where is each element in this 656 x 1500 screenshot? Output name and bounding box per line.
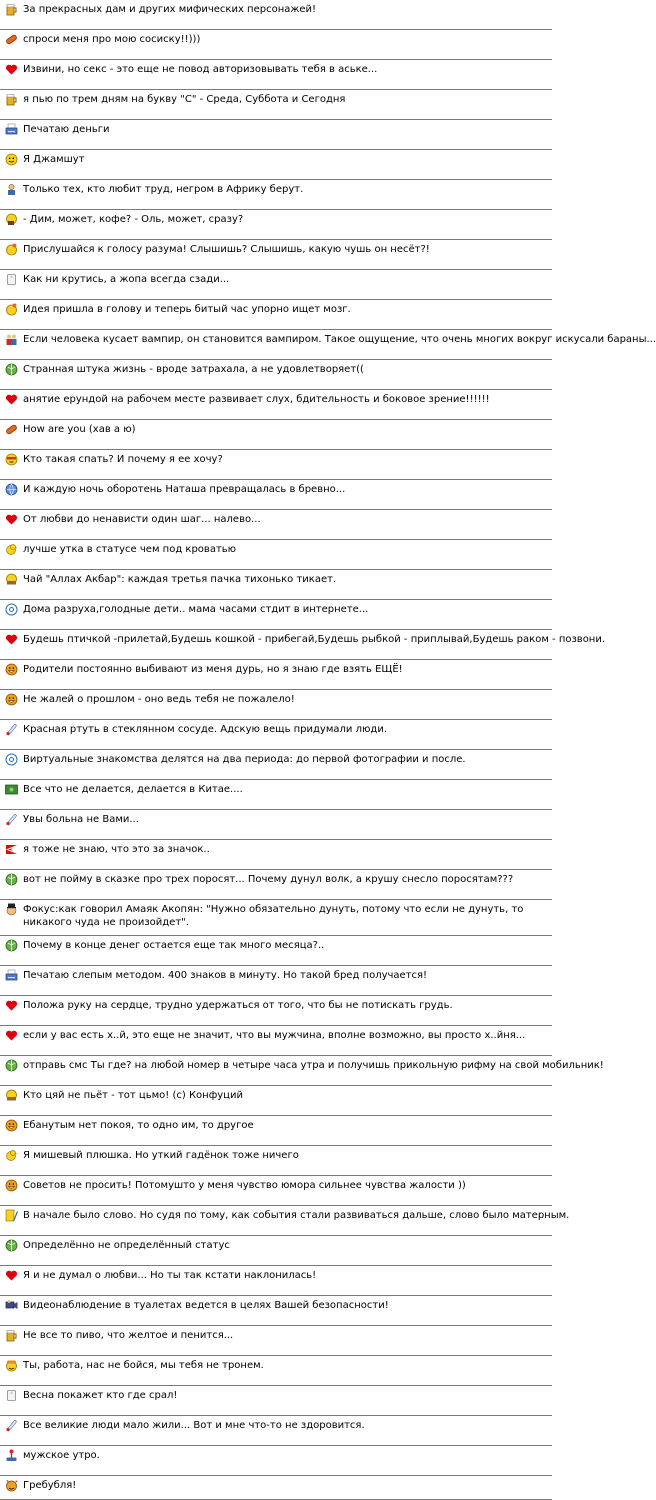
status-text: Не все то пиво, что желтое и пенится...	[23, 1330, 234, 1341]
status-item[interactable]	[0, 900, 552, 936]
beer-icon	[5, 3, 19, 16]
ball-icon	[5, 1239, 19, 1252]
status-item[interactable]	[0, 840, 552, 870]
status-item[interactable]	[0, 1356, 552, 1386]
status-item[interactable]	[0, 780, 552, 810]
status-text: Чай "Аллах Акбар": каждая третья пачка тихонько тикает.	[23, 574, 337, 585]
money-icon	[5, 783, 19, 796]
status-text: И каждую ночь оборотень Наташа превращалась в бревно...	[23, 484, 346, 495]
status-item[interactable]	[0, 450, 552, 480]
status-item[interactable]	[0, 1446, 552, 1476]
status-item[interactable]	[0, 420, 552, 450]
status-text: - Дим, может, кофе? - Оль, может, сразу?	[23, 214, 244, 225]
thermometer-icon	[5, 1419, 19, 1432]
status-item[interactable]	[0, 1176, 552, 1206]
heart-icon	[5, 633, 19, 646]
thinking-icon	[5, 243, 19, 256]
status-item[interactable]	[0, 540, 552, 570]
grin-icon	[5, 1179, 19, 1192]
sausage-icon	[5, 33, 19, 46]
status-text: Красная ртуть в стеклянном сосуде. Адскую вещь придумали люди.	[23, 724, 387, 735]
status-item[interactable]	[0, 240, 552, 270]
status-text: спроси меня про мою сосиску!!)))	[23, 34, 201, 45]
status-item[interactable]	[0, 1296, 552, 1326]
status-text: От любви до ненависти один шаг... налево...	[23, 514, 261, 525]
ball-icon	[5, 873, 19, 886]
worker-smiley-icon	[5, 1359, 19, 1372]
status-text: Увы больна не Вами...	[23, 814, 139, 825]
thermometer-icon	[5, 813, 19, 826]
sausage-icon	[5, 423, 19, 436]
status-text: Видеонаблюдение в туалетах ведется в целях Вашей безопасности!	[23, 1300, 389, 1311]
status-text: Прислушайся к голосу разума! Слышишь? Слышишь, какую чушь он несёт?!	[23, 244, 430, 255]
status-text: Положа руку на сердце, трудно удержаться от того, что бы не потискать грудь.	[23, 1000, 453, 1011]
status-text: В начале было слово. Но судя по тому, как события стали развиваться дальше, слово было матерным.	[23, 1210, 570, 1221]
status-text: лучше утка в статусе чем под кроватью	[23, 544, 237, 555]
status-item[interactable]	[0, 510, 552, 540]
status-item[interactable]	[0, 690, 552, 720]
status-item[interactable]	[0, 1116, 552, 1146]
status-item[interactable]	[0, 720, 552, 750]
status-item[interactable]	[0, 1386, 552, 1416]
heart-icon	[5, 513, 19, 526]
status-text: Странная штука жизнь - вроде затрахала, а не удовлетворяет((	[23, 364, 364, 375]
status-text: отправь смс Ты где? на любой номер в четыре часа утра и получишь прикольную рифму на свой мобильник!	[23, 1060, 604, 1071]
status-item[interactable]	[0, 1206, 570, 1236]
beer-icon	[5, 93, 19, 106]
status-item[interactable]	[0, 300, 552, 330]
status-item[interactable]	[0, 330, 656, 360]
status-item[interactable]	[0, 180, 552, 210]
magician-icon	[5, 903, 19, 916]
status-text: Все великие люди мало жили... Вот и мне что-то не здоровится.	[23, 1420, 365, 1431]
status-item[interactable]	[0, 120, 552, 150]
pencil-icon	[5, 1209, 19, 1222]
status-text: Как ни крутись, а жопа всегда сзади...	[23, 274, 230, 285]
status-item[interactable]	[0, 936, 552, 966]
status-text: Я мишевый плюшка. Но уткий гадёнок тоже ничего	[23, 1150, 299, 1161]
status-text: Виртуальные знакомства делятся на два периода: до первой фотографии и после.	[23, 754, 466, 765]
sleepy-icon	[5, 453, 19, 466]
star-smiley-icon	[5, 1479, 19, 1492]
status-item[interactable]	[0, 660, 552, 690]
status-text: Кто цяй не пьёт - тот цьмо! (с) Конфуций	[23, 1090, 243, 1101]
status-text: Ты, работа, нас не бойся, мы тебя не тронем.	[23, 1360, 264, 1371]
globe-icon	[5, 483, 19, 496]
heart-icon	[5, 1029, 19, 1042]
thermometer-icon	[5, 723, 19, 736]
status-item[interactable]	[0, 1416, 552, 1446]
status-text: Родители постоянно выбивают из меня дурь, но я знаю где взять ЕЩЁ!	[23, 664, 403, 675]
joystick-icon	[5, 1449, 19, 1462]
tea-icon	[5, 1089, 19, 1102]
status-text: Дома разруха,голодные дети.. мама часами стдит в интернете...	[23, 604, 369, 615]
at-icon	[5, 753, 19, 766]
status-item[interactable]	[0, 360, 552, 390]
status-text: я тоже не знаю, что это за значок..	[23, 844, 210, 855]
ball-icon	[5, 1059, 19, 1072]
status-text: Только тех, кто любит труд, негром в Африку берут.	[23, 184, 304, 195]
status-text: Будешь птичкой -прилетай,Будешь кошкой - прибегай,Будешь рыбкой - приплывай,Будешь раком - позвони.	[23, 634, 606, 645]
worker-icon	[5, 183, 19, 196]
status-item[interactable]	[0, 966, 552, 996]
status-item[interactable]	[0, 390, 552, 420]
status-text: Если человека кусает вампир, он становится вампиром. Такое ощущение, что очень многих вокруг искусали бараны...	[23, 334, 656, 345]
duck-icon	[5, 1149, 19, 1162]
heart-icon	[5, 999, 19, 1012]
status-item[interactable]	[0, 750, 552, 780]
toilet-paper-icon	[5, 273, 19, 286]
status-text: Кто такая спать? И почему я ее хочу?	[23, 454, 223, 465]
coffee-icon	[5, 213, 19, 226]
status-item[interactable]	[0, 60, 552, 90]
status-text: Ебанутым нет покоя, то одно им, то другое	[23, 1120, 254, 1131]
status-item[interactable]	[0, 996, 552, 1026]
status-text: я пью по трем дням на букву "С" - Среда, Суббота и Сегодня	[23, 94, 346, 105]
grin-icon	[5, 663, 19, 676]
status-item[interactable]	[0, 210, 552, 240]
status-item[interactable]	[0, 480, 552, 510]
grin-icon	[5, 693, 19, 706]
status-item[interactable]	[0, 1236, 552, 1266]
status-item[interactable]	[0, 630, 606, 660]
status-text: Все что не делается, делается в Китае....	[23, 784, 243, 795]
status-item[interactable]	[0, 870, 552, 900]
status-item[interactable]	[0, 1146, 552, 1176]
heart-icon	[5, 1269, 19, 1282]
status-text: Гребубля!	[23, 1480, 77, 1491]
status-item[interactable]	[0, 30, 552, 60]
typewriter-icon	[5, 969, 19, 982]
heart-icon	[5, 63, 19, 76]
status-item[interactable]	[0, 1326, 552, 1356]
status-text: Не жалей о прошлом - оно ведь тебя не пожалело!	[23, 694, 295, 705]
status-text: За прекрасных дам и других мифических персонажей!	[23, 4, 317, 15]
status-item[interactable]	[0, 1086, 552, 1116]
ball-icon	[5, 939, 19, 952]
status-text: Почему в конце денег остается еще так много месяца?..	[23, 940, 325, 951]
status-text: Извини, но секс - это еще не повод авторизовывать тебя в аське...	[23, 64, 378, 75]
grin-icon	[5, 1119, 19, 1132]
status-text: Весна покажет кто где срал!	[23, 1390, 178, 1401]
at-icon	[5, 603, 19, 616]
status-text: если у вас есть х..й, это еще не значит, что вы мужчина, вполне возможно, вы просто х..йня...	[23, 1030, 526, 1041]
status-item[interactable]	[0, 0, 552, 30]
thinking-icon	[5, 303, 19, 316]
status-text: Советов не просить! Потомушто у меня чувство юмора сильнее чувства жалости ))	[23, 1180, 466, 1191]
status-text: анятие ерундой на рабочем месте развивает слух, бдительность и боковое зрение!!!!!!	[23, 394, 490, 405]
status-text: Определённо не определённый статус	[23, 1240, 230, 1251]
status-item[interactable]	[0, 1026, 552, 1056]
status-text: Печатаю деньги	[23, 124, 110, 135]
tea-icon	[5, 573, 19, 586]
status-text: How are you (хав а ю)	[23, 424, 136, 435]
status-item[interactable]	[0, 570, 552, 600]
status-item[interactable]	[0, 1266, 552, 1296]
heart-icon	[5, 393, 19, 406]
status-text: Я и не думал о любви... Но ты так кстати наклонилась!	[23, 1270, 317, 1281]
status-text: Идея пришла в голову и теперь битый час упорно ищет мозг.	[23, 304, 351, 315]
typewriter-icon	[5, 123, 19, 136]
beer-icon	[5, 1329, 19, 1342]
camera-icon	[5, 1299, 19, 1312]
status-item[interactable]	[0, 270, 552, 300]
flag-icon	[5, 843, 19, 856]
status-item[interactable]	[0, 1056, 604, 1086]
duck-icon	[5, 543, 19, 556]
status-item[interactable]	[0, 150, 552, 180]
status-text: Фокус:как говорил Амаяк Акопян: "Нужно обязательно дунуть, потому что если не дунуть, то никакого чуда не произойдет".	[23, 904, 524, 928]
status-item[interactable]	[0, 1476, 552, 1500]
status-text: вот не пойму в сказке про трех поросят... Почему дунул волк, а крушу снесло поросятам???	[23, 874, 514, 885]
status-text: мужское утро.	[23, 1450, 100, 1461]
toilet-paper-icon	[5, 1389, 19, 1402]
status-text: Печатаю слепым методом. 400 знаков в минуту. Но такой бред получается!	[23, 970, 428, 981]
status-item[interactable]	[0, 810, 552, 840]
ball-icon	[5, 363, 19, 376]
people-icon	[5, 333, 19, 346]
status-item[interactable]	[0, 600, 552, 630]
status-text: Я Джамшут	[23, 154, 85, 165]
smiley-icon	[5, 153, 19, 166]
status-item[interactable]	[0, 90, 552, 120]
